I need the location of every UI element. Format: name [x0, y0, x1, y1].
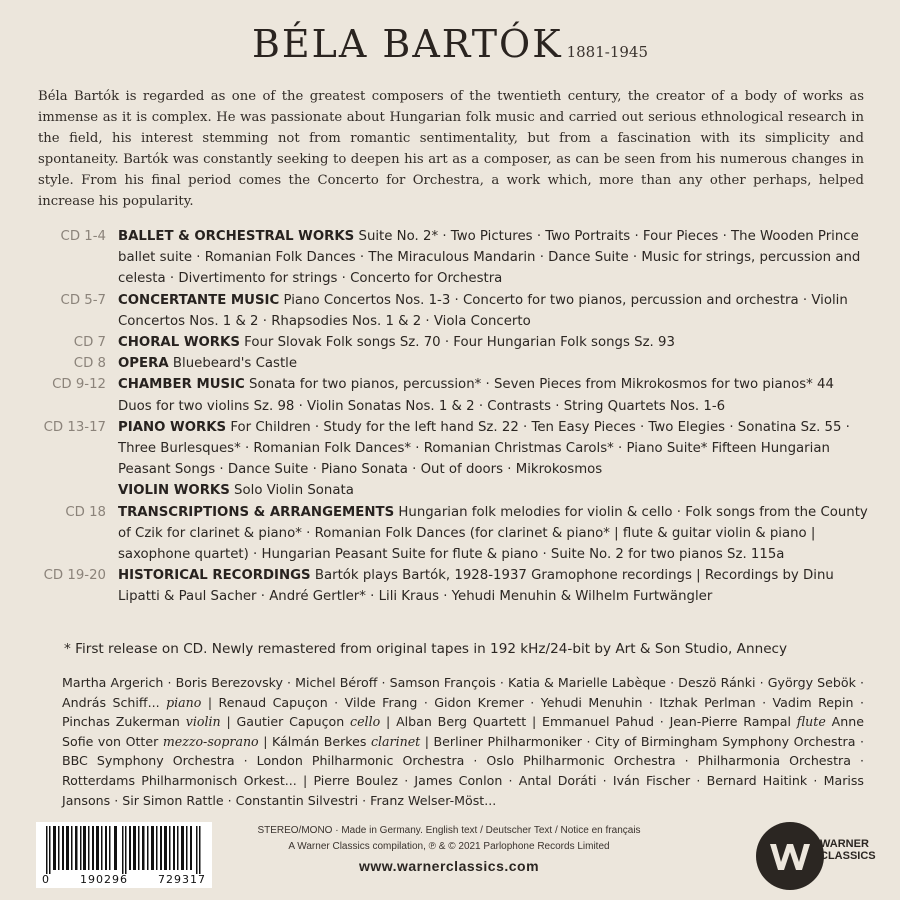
cd-label: CD 13-17: [43, 419, 106, 435]
artists-violinists: | Renaud Capuçon · Vilde Frang · Gidon Kremer · Yehudi Menuhin · Itzhak Perlman · Vadim Repin · Pinchas Zukerman: [62, 694, 864, 730]
artists-ensembles: | Alban Berg Quartett | Emmanuel Pahud · Jean-Pierre Rampal: [386, 714, 791, 730]
barcode-digit-prefix: 0: [42, 873, 50, 886]
cd-works: Hungarian folk melodies for violin & cello · Folk songs from the County of Czik for clarinet & piano* · Romanian Folk Dances (for clarinet & piano* | flute & guitar violin & piano | saxophone quartet) · Hungarian Peasant Suite for flute & piano · Suite No. 2 for two pianos Sz. 115a: [118, 504, 868, 563]
cd-label: CD 5-7: [60, 292, 106, 308]
artists-clarinettist: | Kálmán Berkes: [263, 733, 367, 749]
cd-works: For Children · Study for the left hand Sz. 22 · Ten Easy Pieces · Two Elegies · Sonatina Sz. 55 · Three Burlesques* · Romanian Folk Dances* · Romanian Christmas Carols* · Piano Suite* Fifteen Hungarian Peasant Songs · Dance Suite · Piano Sonata · Out of doors · Mikrokosmos: [118, 419, 850, 478]
role-flute: flute: [796, 714, 826, 730]
role-violin: violin: [185, 714, 221, 730]
cd-heading: VIOLIN WORKS: [118, 483, 230, 499]
label-logo-text: [820, 838, 876, 862]
label-name-classics: CLASSICS: [820, 850, 876, 862]
warner-w-logo-icon: [754, 820, 826, 892]
barcode-bars: [36, 822, 212, 874]
cd-works: Solo Violin Sonata: [234, 483, 354, 499]
cd-heading: TRANSCRIPTIONS & ARRANGEMENTS: [118, 504, 395, 520]
cd-heading: CONCERTANTE MUSIC: [118, 292, 280, 308]
barcode-digits-right: 729317: [158, 873, 206, 886]
cd-heading: CHAMBER MUSIC: [118, 377, 245, 393]
cd-works: Bluebeard's Castle: [172, 356, 298, 372]
cd-heading: BALLET & ORCHESTRAL WORKS: [118, 229, 355, 244]
composer-name: BÉLA BARTÓK: [251, 22, 563, 66]
cd-entry: [30, 374, 870, 416]
cd-works: Sonata for two pianos, percussion* · Seven Pieces from Mikrokosmos for two pianos* 44 Duos for two violins Sz. 98 · Violin Sonatas Nos. 1 & 2 · Contrasts · String Quartets Nos. 1-6: [118, 377, 834, 414]
cd-label: CD 9-12: [52, 377, 106, 393]
legal-info: [234, 823, 664, 874]
legal-line-1: STEREO/MONO · Made in Germany. English text / Deutscher Text / Notice en français: [257, 825, 641, 836]
cd-entry: [30, 502, 870, 566]
cd-heading: CHORAL WORKS: [118, 335, 240, 351]
role-mezzo: mezzo-soprano: [162, 733, 259, 749]
role-cello: cello: [350, 714, 381, 730]
cd-works: Suite No. 2* · Two Pictures · Two Portraits · Four Pieces · The Wooden Prince ballet suite · Romanian Folk Dances · The Miraculous Mandarin · Dance Suite · Music for strings, percussion and celesta · Divertimento for strings · Concerto for Orchestra: [118, 229, 861, 287]
cd-contents-list: [30, 226, 870, 608]
cd-entry: [30, 290, 870, 332]
role-piano: piano: [166, 694, 202, 710]
cd-label: CD 19-20: [43, 568, 106, 584]
barcode-digits-left: 190296: [80, 873, 128, 886]
cd-label: CD 1-4: [60, 229, 106, 244]
cd-label: CD 18: [65, 504, 106, 520]
cd-entry: [30, 332, 870, 353]
artists-singer: Anne Sofie von Otter: [62, 714, 864, 749]
cd-label: CD 8: [73, 356, 106, 372]
barcode: [36, 822, 212, 888]
artists-pianists: Martha Argerich · Boris Berezovsky · Michel Béroff · Samson François · Katia & Marielle Labèque · Deszö Ránki · György Sebök · András Schiff...: [62, 675, 864, 710]
artists-cellist: | Gautier Capuçon: [226, 714, 345, 730]
barcode-number: [36, 873, 212, 886]
page-title: [0, 22, 900, 66]
label-name-warner: WARNER: [820, 838, 869, 850]
cd-entry: [30, 565, 870, 607]
cd-entry: [30, 226, 870, 290]
cd-heading: OPERA: [118, 356, 169, 372]
cd-entry: [30, 417, 870, 481]
cd-works: Four Slovak Folk songs Sz. 70 · Four Hungarian Folk songs Sz. 93: [244, 335, 675, 351]
role-clarinet: clarinet: [370, 733, 421, 749]
remaster-footnote: * First release on CD. Newly remastered from original tapes in 192 kHz/24-bit by Art & Son Studio, Annecy: [64, 641, 788, 657]
legal-line-2: A Warner Classics compilation, ℗ & © 2021 Parlophone Records Limited: [288, 841, 610, 852]
cd-works: Bartók plays Bartók, 1928-1937 Gramophone recordings | Recordings by Dinu Lipatti & Paul Sacher · André Gertler* · Lili Kraus · Yehudi Menuhin & Wilhelm Furtwängler: [118, 568, 834, 605]
cd-label: CD 7: [73, 335, 106, 351]
composer-years: 1881-1945: [566, 43, 649, 61]
cd-label: [30, 480, 118, 501]
cd-entry: [30, 480, 870, 501]
cd-heading: PIANO WORKS: [118, 419, 227, 435]
website-link[interactable]: www.warnerclassics.com: [358, 858, 540, 874]
cd-entry: [30, 353, 870, 374]
cd-heading: HISTORICAL RECORDINGS: [118, 568, 311, 584]
intro-paragraph: Béla Bartók is regarded as one of the greatest composers of the twentieth century, the creator of a body of works as immense as it is complex. He was passionate about Hungarian folk music and carried out serious ethnological research in the field, his interest stemming not from romantic sentimentality, but from a fascination with its simplicity and spontaneity. Bartók was constantly seeking to deepen his art as a composer, as can be seen from his numerous changes in style. From his final period comes the Concerto for Orchestra, a work which, more than any other perhaps, helped increase his popularity.: [38, 89, 864, 209]
cd-works: Piano Concertos Nos. 1-3 · Concerto for two pianos, percussion and orchestra · Violin Concertos Nos. 1 & 2 · Rhapsodies Nos. 1 & 2 · Viola Concerto: [118, 292, 848, 329]
artists-credits: [62, 673, 864, 810]
artists-orchestras-conductors: | Berliner Philharmoniker · City of Birmingham Symphony Orchestra · BBC Symphony Orchestra · London Philharmonic Orchestra · Oslo Philharmonic Orchestra · Philharmonia Orchestra · Rotterdams Philharmonisch Orkest... | Pierre Boulez · James Conlon · Antal Doráti · Iván Fischer · Bernard Haitink · Mariss Jansons · Sir Simon Rattle · Constantin Silvestri · Franz Welser-Möst...: [62, 733, 864, 808]
